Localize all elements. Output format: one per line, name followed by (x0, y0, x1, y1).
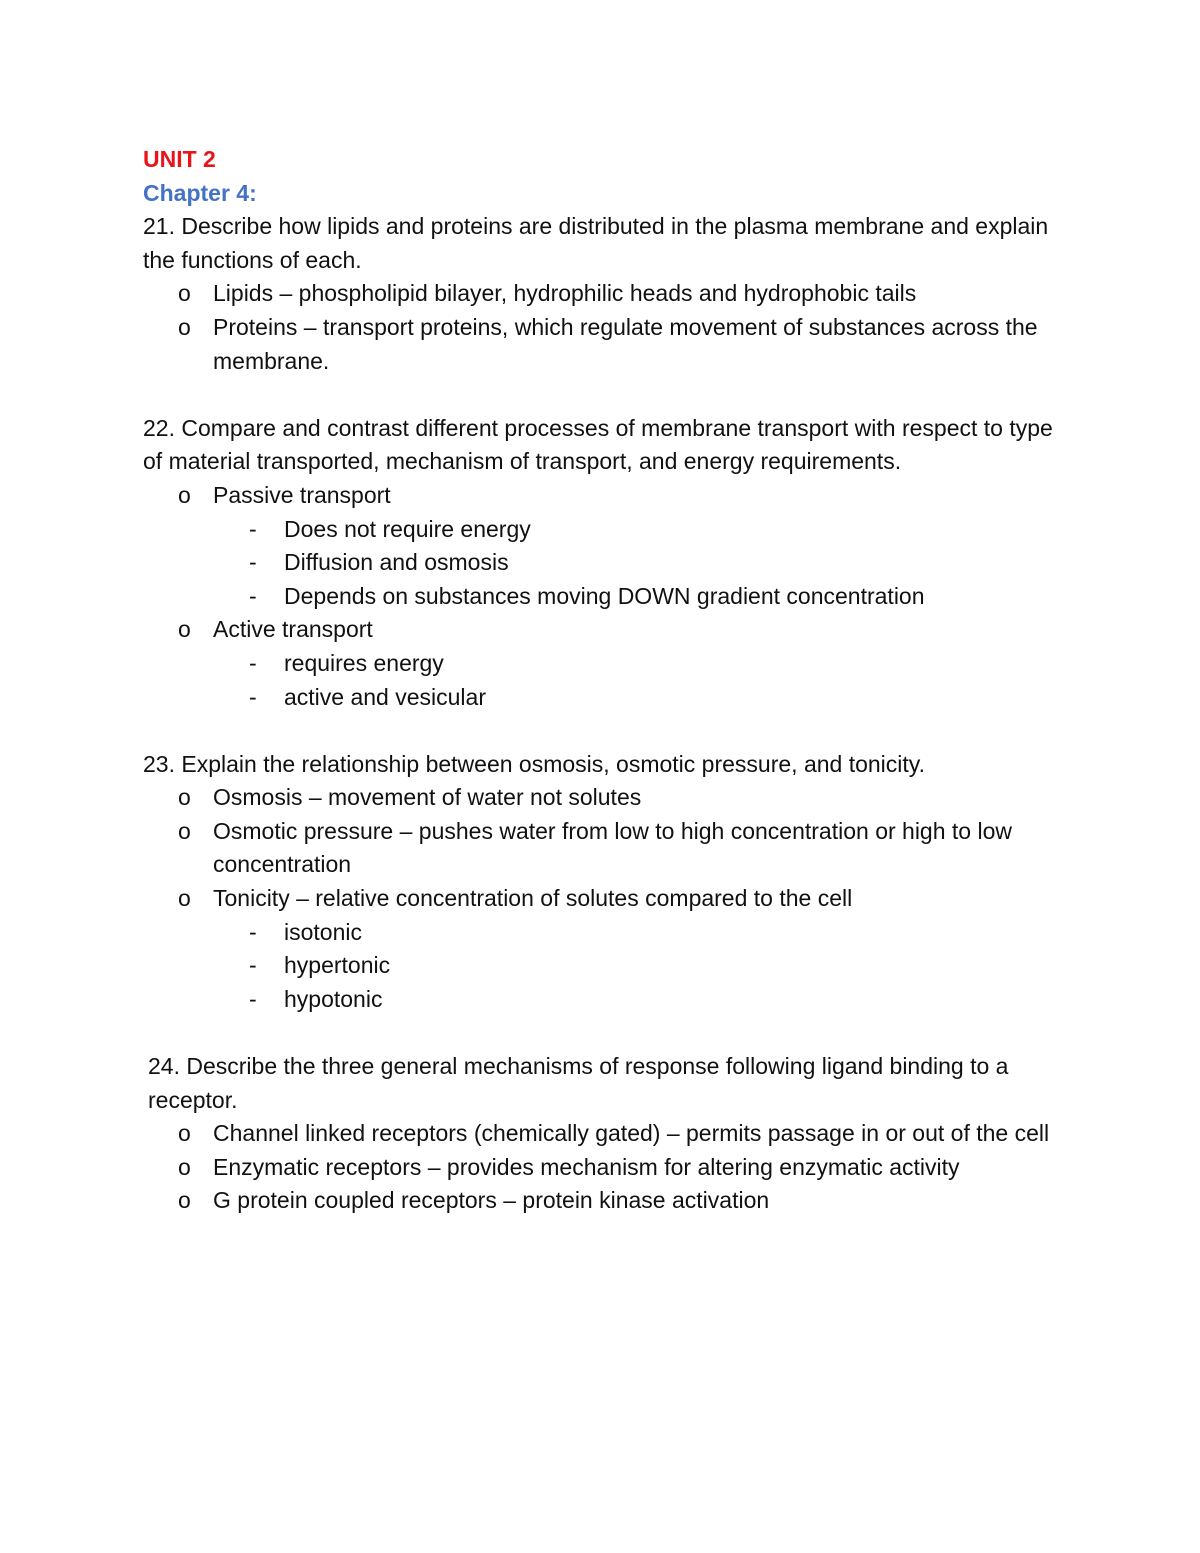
spacer (143, 714, 1063, 748)
sub-list-item (143, 580, 1063, 614)
answer-text: Lipids – phospholipid bilayer, hydrophilic heads and hydrophobic tails (213, 280, 917, 307)
answer-text: Channel linked receptors (chemically gated) – permits passage in or out of the cell (213, 1120, 1050, 1147)
list-item (143, 277, 1063, 311)
bullet-marker-icon: o (178, 784, 191, 811)
sub-answer-text: hypertonic (284, 952, 391, 979)
dash-marker-icon: - (249, 918, 257, 945)
sub-answer-text: Does not require energy (284, 515, 531, 542)
sub-list (213, 916, 1063, 1017)
list-item (143, 1184, 1063, 1218)
bullet-marker-icon: o (178, 1187, 191, 1214)
sub-answer-text: requires energy (284, 649, 444, 676)
sub-answer-text: Depends on substances moving DOWN gradient concentration (284, 582, 925, 609)
answer-text: Tonicity – relative concentration of solutes compared to the cell (213, 885, 853, 912)
dash-marker-icon: - (249, 649, 257, 676)
document-page (143, 143, 1063, 1218)
bullet-marker-icon: o (178, 817, 191, 844)
list-item (143, 479, 1063, 613)
spacer (143, 378, 1063, 412)
sub-list (213, 647, 1063, 714)
question-24-answers (143, 1117, 1063, 1218)
list-item (143, 1151, 1063, 1185)
spacer (143, 1016, 1063, 1050)
dash-marker-icon: - (249, 515, 257, 542)
bullet-marker-icon: o (178, 885, 191, 912)
sub-answer-text: Diffusion and osmosis (284, 549, 509, 576)
answer-text: Osmosis – movement of water not solutes (213, 784, 642, 811)
sub-answer-text: isotonic (284, 918, 362, 945)
question-23-answers (143, 781, 1063, 1016)
question-24: 24. Describe the three general mechanisms of response following ligand binding to a receptor. (148, 1053, 1009, 1113)
bullet-marker-icon: o (178, 616, 191, 643)
unit-heading: UNIT 2 (143, 146, 216, 172)
bullet-marker-icon: o (178, 481, 191, 508)
sub-answer-text: hypotonic (284, 985, 383, 1012)
sub-list-item (143, 949, 1063, 983)
list-item (143, 882, 1063, 1016)
sub-list-item (143, 513, 1063, 547)
answer-text: Active transport (213, 616, 373, 643)
question-23: 23. Explain the relationship between osmosis, osmotic pressure, and tonicity. (143, 750, 925, 777)
answer-text: Enzymatic receptors – provides mechanism for altering enzymatic activity (213, 1153, 960, 1180)
answer-text: Osmotic pressure – pushes water from low to high concentration or high to low concentration (213, 817, 1012, 878)
dash-marker-icon: - (249, 549, 257, 576)
dash-marker-icon: - (249, 952, 257, 979)
sub-list-item (143, 546, 1063, 580)
dash-marker-icon: - (249, 683, 257, 710)
list-item (143, 1117, 1063, 1151)
dash-marker-icon: - (249, 985, 257, 1012)
answer-text: Passive transport (213, 481, 391, 508)
sub-list-item (143, 647, 1063, 681)
list-item (143, 781, 1063, 815)
list-item (143, 815, 1063, 882)
question-21-answers (143, 277, 1063, 378)
question-22: 22. Compare and contrast different processes of membrane transport with respect to type of material transported, mechanism of transport, and energy requirements. (143, 414, 1053, 475)
sub-list-item (143, 681, 1063, 715)
sub-answer-text: active and vesicular (284, 683, 486, 710)
bullet-marker-icon: o (178, 1120, 191, 1147)
question-22-answers (143, 479, 1063, 714)
chapter-heading: Chapter 4: (143, 179, 257, 206)
answer-text: Proteins – transport proteins, which regulate movement of substances across the membrane. (213, 313, 1038, 374)
bullet-marker-icon: o (178, 280, 191, 307)
bullet-marker-icon: o (178, 1153, 191, 1180)
question-21: 21. Describe how lipids and proteins are distributed in the plasma membrane and explain the functions of each. (143, 213, 1049, 273)
bullet-marker-icon: o (178, 313, 191, 340)
sub-list (213, 513, 1063, 614)
list-item (143, 311, 1063, 378)
list-item (143, 613, 1063, 714)
answer-text: G protein coupled receptors – protein kinase activation (213, 1187, 770, 1214)
sub-list-item (143, 916, 1063, 950)
dash-marker-icon: - (249, 582, 257, 609)
sub-list-item (143, 983, 1063, 1017)
